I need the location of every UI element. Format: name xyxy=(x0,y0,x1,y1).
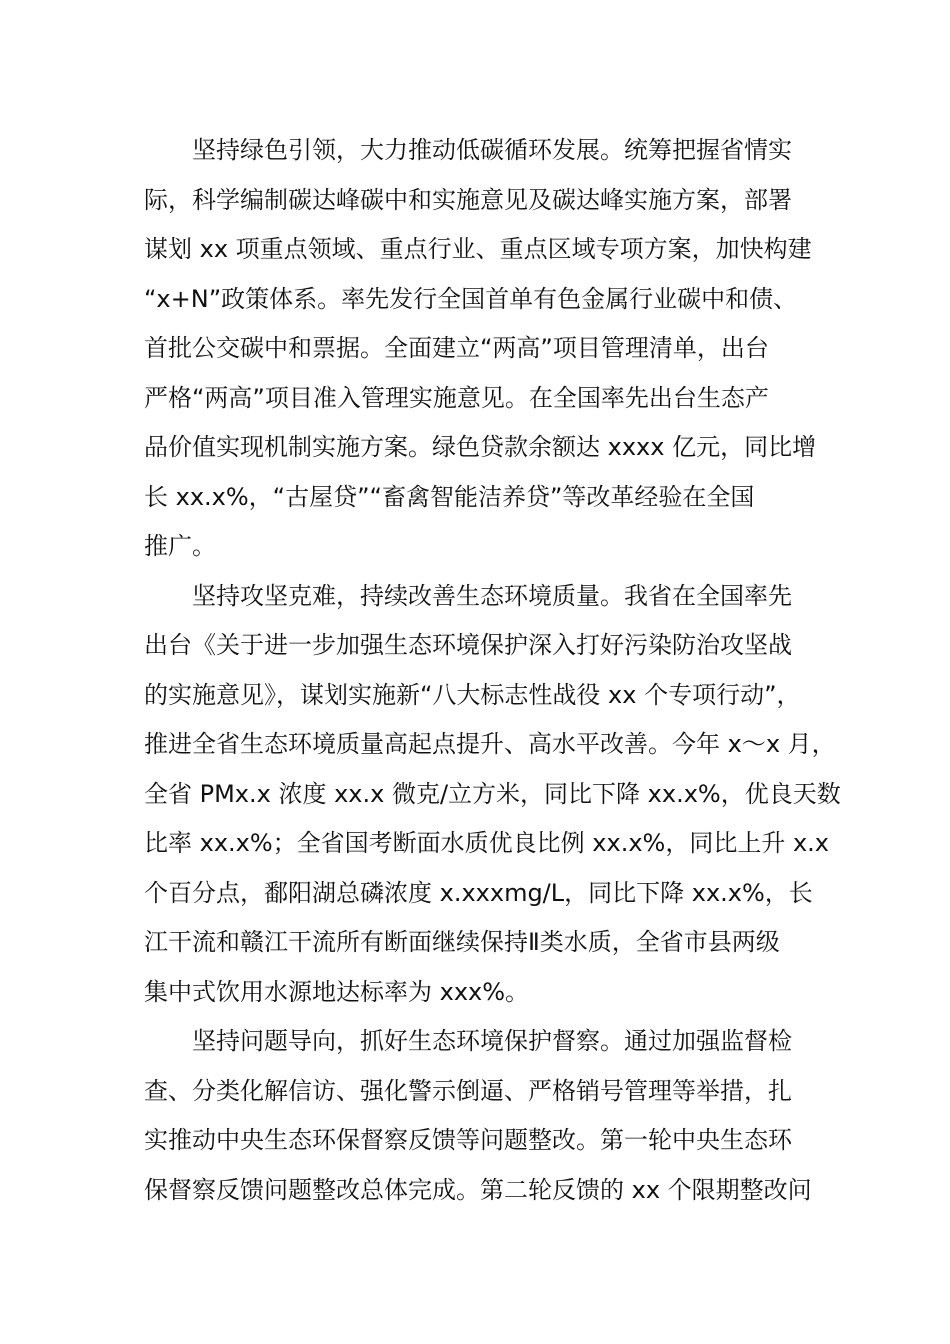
text-line: 坚持问题导向，抓好生态环境保护督察。通过加强监督检 xyxy=(192,1027,792,1055)
text-line: 坚持攻坚克难，持续改善生态环境质量。我省在全国率先 xyxy=(192,581,792,610)
text-line: 比率 xx.x%；全省国考断面水质优良比例 xx.x%，同比上升 x.x xyxy=(144,829,830,857)
text-line: 个百分点，鄱阳湖总磷浓度 x.xxxmg/L，同比下降 xx.x%，长 xyxy=(144,878,813,907)
text-line: 际，科学编制碳达峰碳中和实施意见及碳达峰实施方案，部署 xyxy=(144,185,792,214)
paragraph-environment-quality xyxy=(0,572,950,1018)
paragraph-environmental-inspection xyxy=(0,1017,950,1215)
text-line: 的实施意见》，谋划实施新“八大标志性战役 xx 个专项行动”， xyxy=(144,680,801,709)
text-line: 首批公交碳中和票据。全面建立“两高”项目管理清单，出台 xyxy=(144,334,769,362)
text-line: 保督察反馈问题整改总体完成。第二轮反馈的 xx 个限期整改问 xyxy=(144,1175,812,1204)
text-line: 出台《关于进一步加强生态环境保护深入打好污染防治攻坚战 xyxy=(144,631,792,659)
text-line: 推广。 xyxy=(144,532,216,560)
text-line: 实推动中央生态环保督察反馈等问题整改。第一轮中央生态环 xyxy=(144,1126,792,1154)
text-line: “x+N”政策体系。率先发行全国首单有色金属行业碳中和债、 xyxy=(144,284,798,313)
text-line: 推进全省生态环境质量高起点提升、高水平改善。今年 x～x 月， xyxy=(144,730,836,758)
text-line: 集中式饮用水源地达标率为 xxx%。 xyxy=(144,977,530,1006)
text-line: 谋划 xx 项重点领域、重点行业、重点区域专项方案，加快构建 xyxy=(144,235,812,263)
text-line: 查、分类化解信访、强化警示倒逼、严格销号管理等举措，扎 xyxy=(144,1076,792,1105)
text-line: 坚持绿色引领，大力推动低碳循环发展。统筹把握省情实 xyxy=(192,136,792,164)
text-line: 江干流和赣江干流所有断面继续保持Ⅱ类水质，全省市县两级 xyxy=(144,928,780,956)
text-line: 品价值实现机制实施方案。绿色贷款余额达 xxxx 亿元，同比增 xyxy=(144,433,817,461)
text-line: 长 xx.x%，“古屋贷”“畜禽智能洁养贷”等改革经验在全国 xyxy=(144,482,755,511)
paragraph-green-development xyxy=(0,126,950,572)
text-line: 严格“两高”项目准入管理实施意见。在全国率先出台生态产 xyxy=(144,383,769,412)
text-line: 全省 PMx.x 浓度 xx.x 微克/立方米，同比下降 xx.x%，优良天数 xyxy=(144,779,841,808)
